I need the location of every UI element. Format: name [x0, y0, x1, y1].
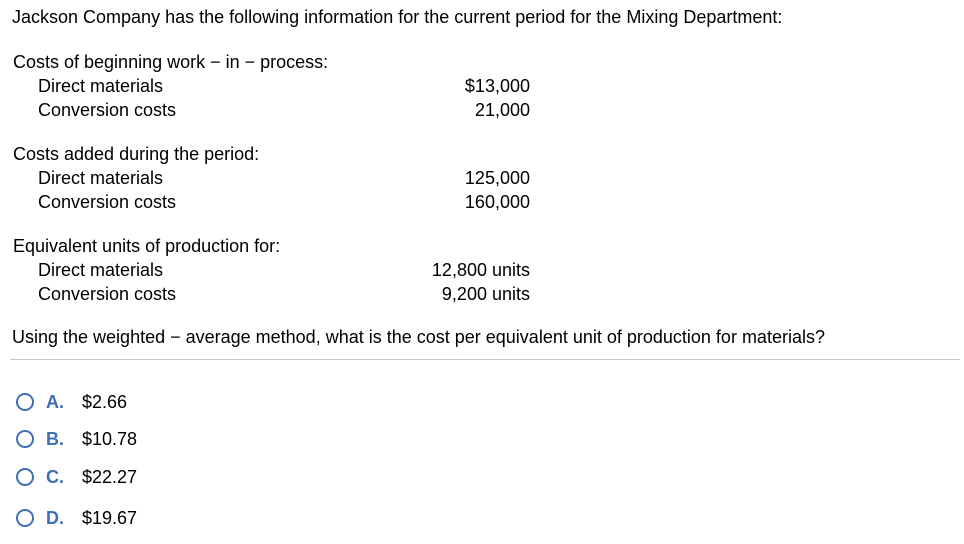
option-value: $22.27	[82, 466, 138, 487]
radio-icon[interactable]	[16, 468, 34, 486]
radio-icon[interactable]	[16, 509, 34, 527]
radio-icon[interactable]	[16, 393, 34, 411]
row-label: Conversion costs	[38, 284, 177, 304]
section-heading-beginning-wip: Costs of beginning work − in − process:	[13, 52, 329, 72]
row-label: Direct materials	[38, 168, 164, 188]
row-value: $13,000	[464, 76, 530, 96]
question-intro: Jackson Company has the following information for the current period for the Mixing Department:	[12, 7, 783, 27]
row-value: 12,800 units	[431, 260, 530, 280]
option-value: $2.66	[82, 391, 128, 412]
section-heading-equivalent-units: Equivalent units of production for:	[13, 236, 281, 256]
row-label: Direct materials	[38, 260, 164, 280]
answer-option-d[interactable]	[16, 506, 137, 530]
option-letter: B.	[46, 428, 64, 449]
radio-icon[interactable]	[16, 430, 34, 448]
row-value: 9,200 units	[441, 284, 530, 304]
option-letter: C.	[46, 466, 64, 487]
answer-option-c[interactable]	[16, 465, 137, 489]
row-label: Conversion costs	[38, 192, 177, 212]
question-prompt: Using the weighted − average method, what is the cost per equivalent unit of production for materials?	[12, 327, 825, 347]
section-heading-costs-added: Costs added during the period:	[13, 144, 260, 164]
divider	[10, 359, 960, 360]
row-label: Conversion costs	[38, 100, 177, 120]
option-value: $10.78	[82, 428, 138, 449]
answer-option-b[interactable]	[16, 427, 137, 451]
row-value: 125,000	[464, 168, 530, 188]
row-value: 160,000	[464, 192, 530, 212]
option-letter: D.	[46, 507, 64, 528]
answer-option-a[interactable]	[16, 390, 127, 414]
option-value: $19.67	[82, 507, 138, 528]
option-letter: A.	[46, 391, 64, 412]
row-value: 21,000	[474, 100, 530, 120]
row-label: Direct materials	[38, 76, 164, 96]
